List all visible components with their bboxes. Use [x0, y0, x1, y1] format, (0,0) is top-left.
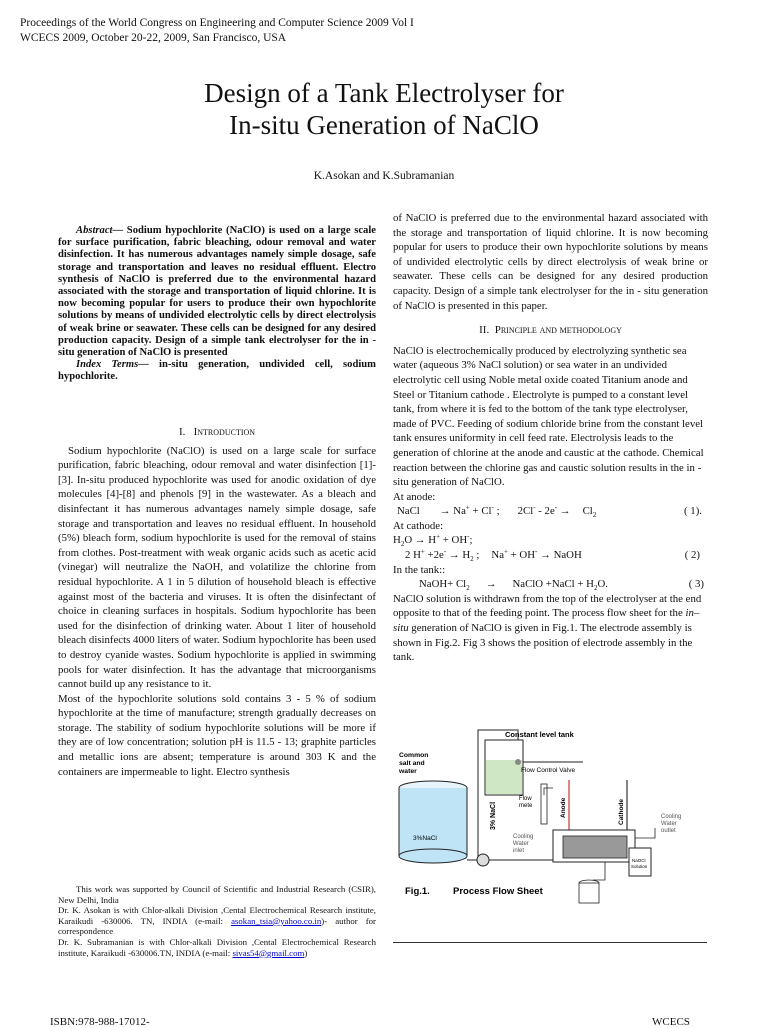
abstract [58, 225, 376, 359]
process-flow-sheet-figure [393, 720, 711, 910]
left-column [58, 225, 376, 384]
equation-2: 2 $H^+ +2e^- \to H_2$ ; Na+ + OH- → NaOH ( 2) [405, 547, 700, 564]
intro-paragraph-2: Most of the hypochlorite solutions sold contains 3 - 5 % of sodium hypochlorite at the time of manufacture; strength gradually decreases on storage. The stability of sodium hypochlorite solutions will be more if they are of low concentration; solution pH is 11.5 - 13; graphite particles and metallic ions are absent; temperature is around 303 K and the containers are impermeable to light. Electro synthesis [58, 692, 376, 778]
label-cooling-inlet-1: Cooling [513, 834, 534, 840]
index-terms-label: Index Terms— [76, 359, 149, 371]
figure-label: Fig.1. [405, 886, 430, 897]
footnote-author1: Dr. K. Asokan is with Chlor-alkali Division ,Cental Electrochemical Research institute, Karaikudi -630006. TN, INDIA (e-mail: asokan_tsia@yahoo.co.in)- author for correspondence [58, 905, 376, 937]
right-column-rule [393, 942, 707, 943]
footnote-author2: Dr. K. Subramanian is with Chlor-alkali Division ,Cental Electrochemical Research institute, Karaikudi -630006.TN, INDIA (e-mail: sivas54@gmail.com) [58, 936, 376, 958]
at-anode-label: At anode: [393, 490, 436, 503]
footnote-funding: This work was supported by Council of Scientific and Industrial Research (CSIR), New Delhi, India [58, 884, 376, 905]
label-cooling-outlet-1: Cooling [661, 814, 682, 820]
reservoir-bottom [399, 849, 467, 863]
equation-1-number: ( 1). [684, 505, 702, 518]
reservoir-body [399, 788, 467, 856]
label-cooling-outlet-3: outlet [661, 828, 676, 834]
constant-level-tank-liquid [486, 760, 522, 794]
right-paragraph-2: NaClO is electrochemically produced by electrolyzing synthetic sea water (aqueous 3% NaCl solution) or sea water in an undivided electrolytic cell using Noble metal oxide coated Titanium anode and Steel or Titanium cathode . Electrolyte is pumped to a constant level tank, from where it is fed to the bottom of the tank type electrolyser, made of PVC. Feeding of sodium chloride brine from the constant level tank ensures uniformity in cell feed rate. Electrolysis leads to the generation of chlorine at the anode and caustic at the cathode. Chemical reaction between the chlorine gas and caustic solution results in the in - situ generation of NaClO. [393, 344, 704, 489]
figure-caption: Process Flow Sheet [453, 886, 543, 897]
label-constant-level-tank: Constant level tank [505, 730, 574, 739]
authors: K.Asokan and K.Subramanian [313, 170, 455, 182]
label-common-salt-3: water [399, 768, 417, 775]
label-naocl-1: NaOCl [632, 858, 646, 863]
right-column [393, 211, 708, 665]
valve-icon [515, 759, 521, 765]
footer-wcecs: WCECS [652, 1016, 690, 1028]
section-1-heading: I. Introduction [178, 426, 256, 438]
equation-1: NaCl → Na+ + Cl- ; 2Cl- - 2e- → $Cl_2$ ( 1). [397, 503, 702, 520]
index-terms [58, 359, 376, 383]
right-paragraph-1: of NaClO is preferred due to the environmental hazard associated with the storage and transportation of liquid chlorine. It is now becoming popular for users to produce their own hypochlorite solutions by means of undivided electrolytic cells by direct electrolysis of weak brine or seawater. These cells can be designed for any desired production capacity. Design of a simple tank electrolyser for the in - situ generation of NaClO is presented in this paper. [393, 212, 708, 312]
equation-2-number: ( 2) [684, 549, 700, 562]
label-cooling-inlet-2: Water [513, 841, 529, 847]
label-cooling-outlet-2: Water [661, 821, 677, 827]
right-paragraph-3: NaClO solution is withdrawn from the top of the electrolyser at the end opposite to that of the feeding point. The process flow sheet for the in–situ generation of NaClO is given in Fig.1. The electrode assembly is shown in Fig.2. Fig 3 shows the position of electrode assembly in the tank. [393, 592, 702, 664]
intro-paragraph-1: Sodium hypochlorite (NaClO) is used on a large scale for surface purification, fabric bleaching, odour removal and water disinfection [1]-[3]. In-situ produced hypochlorite was used for anodic oxidation of dye molecules [4]-[8] and phenols [9] in the wastewater. As a bleach and disinfectant it has numerous advantages namely simple dosage, safe storage and transportation and leaves no residual effluent. In household (5%) bleach form, sodium hypochlorite is used for the removal of stains from clothes. Post-treatment with weak organic acids such as acetic acid (vinegar) will neutralize the NaOH, and volatilize the chlorine from residual hypochlorite. A 1 in 5 dilution of household bleach is effective against most of the bacteria and viruses. It is often the disinfectant of choice in cleaning surfaces in hospitals. Sodium hypochlorite has been used for the disinfection of drinking water. About 1 liter of household bleach disinfects 4000 liters of water. Sodium hypochlorite has been used to destroy cyanide wastes. Sodium hypochlorite is applied in swimming pools for water disinfection. It has the advantage that microorganisms cannot build up any resistance to it. [58, 444, 376, 691]
equation-3: NaOH+ $Cl_2$ → NaClO +NaCl + $H_2O$. ( 3) [419, 578, 704, 593]
abstract-label: Abstract— [76, 225, 124, 236]
equation-3-number: ( 3) [688, 578, 704, 591]
email-link-subramanian[interactable]: sivas54@gmail.com [232, 947, 305, 958]
label-cathode: Cathode [618, 799, 625, 825]
pump-icon [477, 854, 489, 866]
section-2-heading: II. Principle and methodology [479, 324, 622, 337]
label-3pct-nacl: 3% NaCl [490, 801, 497, 830]
paper-title-line1: Design of a Tank Electrolyser for [204, 78, 564, 108]
left-column-body [58, 419, 376, 779]
in-tank-label: In the tank:: [393, 563, 446, 576]
label-anode: Anode [560, 797, 567, 818]
equation-2a: $H_2O \to H^+ + OH^-$; [393, 532, 473, 549]
label-3pct-nacl-tank: 3%NaCl [413, 835, 437, 842]
label-common-salt-2: salt and [399, 760, 425, 767]
label-common-salt-1: Common [399, 752, 429, 759]
collection-drum [579, 883, 599, 903]
proceedings-header-line2: WCECS 2009, October 20-22, 2009, San Francisco, USA [20, 32, 287, 44]
electrolyser-cell [563, 836, 627, 858]
label-naocl-2: Solution [631, 864, 648, 869]
proceedings-header-line1: Proceedings of the World Congress on Engineering and Computer Science 2009 Vol I [20, 17, 414, 29]
at-cathode-label: At cathode: [393, 519, 444, 532]
paper-title-line2: In-situ Generation of NaClO [229, 110, 539, 140]
email-link-asokan[interactable]: asokan_tsia@yahoo.co.in [231, 915, 322, 926]
label-flow-control-valve: Flow Control Valve [521, 767, 576, 774]
label-cooling-inlet-3: inlet [513, 848, 525, 854]
label-flow-meter-1: Flow [519, 796, 532, 802]
abstract-text: Sodium hypochlorite (NaClO) is used on a large scale for surface purification, fabric bleaching, odour removal and water disinfection. It has numerous advantages namely simple dosage, safe storage and transportation and leaves no residual effluent. Electro synthesis of NaClO is preferred due to the environmental hazard associated with the storage and transportation of liquid chlorine. It is now becoming popular for users to produce their own hypochlorite solutions by means of undivided electrolytic cells by direct electrolysis of weak brine or seawater. These cells can be designed for any desired production capacity. Design of a simple tank electrolyser for the in - situ generation of NaClO is presented [58, 225, 376, 359]
label-flow-meter-2: mete [519, 803, 533, 809]
index-terms-text: in-situ generation, undivided cell, sodium hypochlorite. [58, 359, 376, 383]
footer-isbn: ISBN:978-988-17012- [50, 1016, 150, 1028]
footnotes [58, 884, 376, 958]
